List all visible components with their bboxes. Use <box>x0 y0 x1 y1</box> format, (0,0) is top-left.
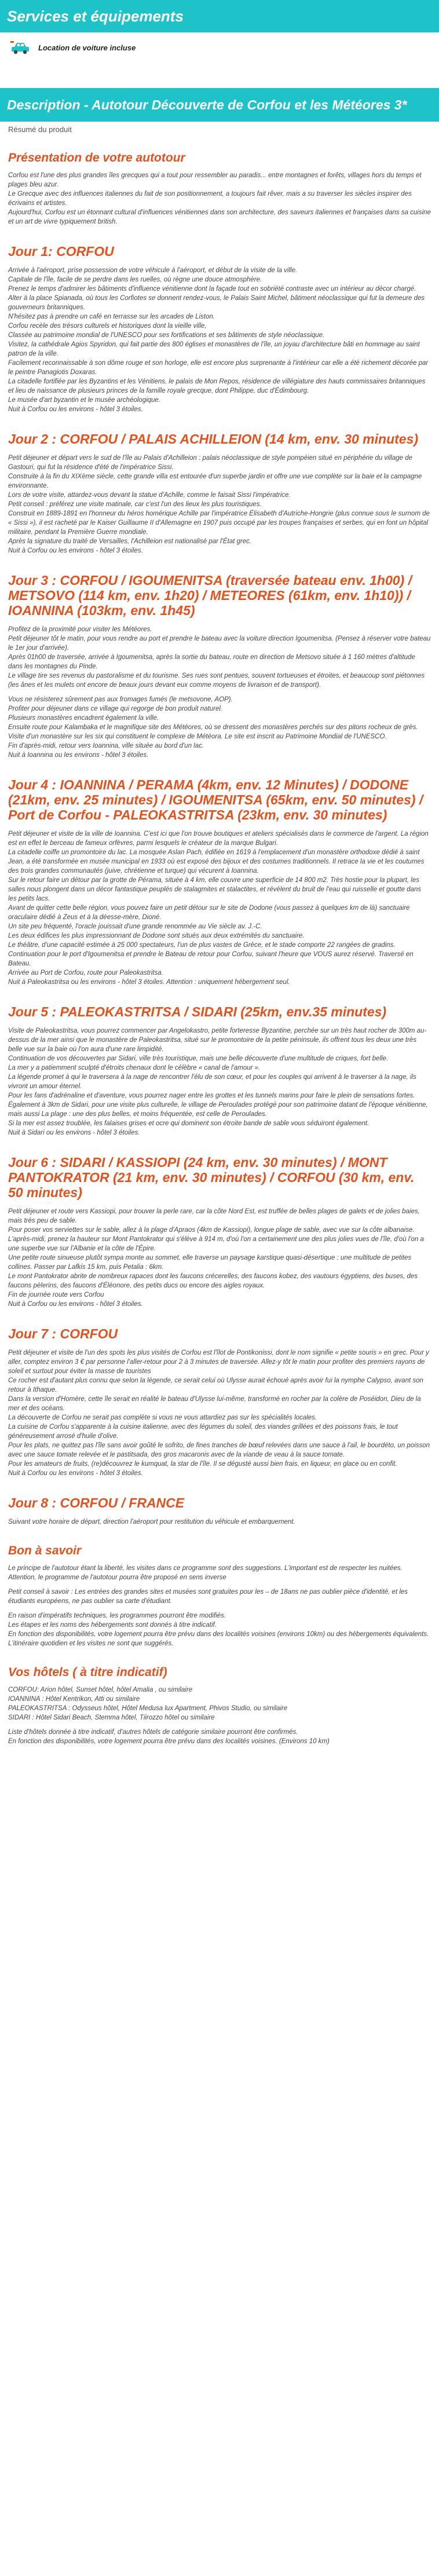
hotels-body <box>8 1685 431 1746</box>
hotels-title: Vos hôtels ( à titre indicatif) <box>8 1666 167 1679</box>
day-paragraph: Arrivée à l'aéroport, prise possession de votre véhicule à l'aéroport, et début de la visite de la ville. Capitale de l'île, facile de se perdre dans les ruelles, où règne une douce atmosphère. Prenez le temps d'admirer les bâtiments d'influence vénitienne dont la façade tout en sobriété contraste avec un intérieur au décor chargé. Alter à la place Spianada, où tous les Corfiotes se donnent rendez-vous, le Palais Saint Michel, bâtiment néoclassique qui fut la demeure des gouverneurs britanniques. N'hésitez pas à prendre un café en terrasse sur les arcades de Liston. Corfou recèle des trésors culturels et historiques dont la vieille ville, Classée au patrimoine mondial de l'UNESCO pour ses fortifications et ses bâtiments de style néoclassique. Visitez, la cathédrale Agios Spyridon, qui fait partie des 800 églises et monastères de l'île, un joyau d'architecture bâti en hommage au saint patron de la ville. Facilement reconnaissable à son dôme rouge et son horloge, elle est encore plus surprenante à l'intérieur car elle a été richement décorée par le peintre Panagiotis Doxaras. La citadelle fortifiée par les Byzantins et les Vénitiens, le palais de Mon Repos, résidence de villégiature des hauts commissaires britanniques et lieu de naissance de plusieurs princes de la famille royale grecque, dont Philippe, duc d'Édimbourg. Le musée d'art byzantin et le musée archéologique. Nuit à Corfou ou les environs - hôtel 3 étoiles. <box>8 267 429 413</box>
day-title: Jour 5 : PALEOKASTRITSA / SIDARI (25km, env.35 minutes) <box>8 1004 387 1019</box>
day-title: Jour 2 : CORFOU / PALAIS ACHILLEION (14 km, env. 30 minutes) <box>8 431 419 447</box>
day-section <box>8 1495 431 1527</box>
car-icon <box>10 40 30 55</box>
day-section <box>8 1155 431 1309</box>
day-paragraph: Suivant votre horaire de départ, direction l'aéroport pour restitution du véhicule et embarquement. <box>8 1518 295 1525</box>
bon-a-savoir-paragraph: En raison d'impératifs techniques, les programmes pourront être modifiés. Les étapes et les noms des hébergements sont donnés à titre indicatif. En fonction des disponibilités, votre logement pourra être prévu dans des localités voisines (environs 10km) ou des hébergements équivalents. L'itinéraire quotidien et les visites ne sont que suggérés. <box>8 1612 429 1647</box>
day-title: Jour 4 : IOANNINA / PERAMA (4km, env. 12 Minutes) / DODONE (21km, env. 25 minutes) / IGOUMENITSA (65km, env. 50 minutes) / Port de Corfou - PALEOKASTRITSA (23km, env. 30 minutes) <box>8 777 423 822</box>
intro-title: Présentation de votre autotour <box>8 151 185 164</box>
intro-paragraph: Corfou est l'une des plus grandes îles grecques qui a tout pour ressembler au paradis... entre montagnes et forêts, villages hors du temps et plages bleu azur. Le Grecque avec des influences italiennes du fait de son positionnement, a toujours fait rêver, mais a su traverser les siècles inspirer des écrivains et artistes. Aujourd'hui, Corfou est un étonnant cultural d'influences vénitiennes dans son architecture, des saveurs italiennes et françaises dans sa cuisine et un art de vivre typiquement british. <box>8 172 431 225</box>
day-section <box>8 1004 431 1137</box>
bon-a-savoir-title: Bon à savoir <box>8 1544 82 1557</box>
day-section <box>8 244 431 414</box>
day-section <box>8 777 431 987</box>
feature-row <box>0 32 439 63</box>
day-title: Jour 1: CORFOU <box>8 244 114 259</box>
day-paragraph: Petit déjeuner et départ vers le sud de l'île au Palais d'Achilleion : palais néoclassique de style pompéien situé en périphérie du village de Gastouri, qui fut la résidence d'été de l'impératrice Sissi. Construite à la fin du XIXème siècle, cette grande villa est entourée d'un superbe jardin et offre une vue complète sur la baie et la campagne environnante. Lors de votre visite, attardez-vous devant la statue d'Achille, comme le faisait Sissi l'impératrice. Petit conseil : préférez une visite matinale, car c'est l'un des lieux les plus touristiques. Construit en 1889-1891 en l'honneur du héros homérique Achille par l'impératrice Élisabeth d'Autriche-Hongrie (plus connue sous le surnom de « Sissi »), il est racheté par le Kaiser Guillaume II d'Allemagne en 1907 puis occupé par les troupes françaises et serbes, qui en font un hôpital militaire, pendant la Première Guerre mondiale. Après la signature du traité de Versailles, l'Achilleion est nationalisé par l'État grec. Nuit à Corfou ou les environs - hôtel 3 étoiles. <box>8 455 430 554</box>
day-title: Jour 7 : CORFOU <box>8 1326 118 1341</box>
services-header: Services et équipements <box>0 0 439 32</box>
description-content <box>0 125 439 1746</box>
intro-body <box>8 171 431 226</box>
day-paragraph: Petit déjeuner et visite de la ville de Ioannina. C'est ici que l'on trouve boutiques et ateliers spécialisés dans le commerce de l'argent. La région est en effet le berceau de fameux orfèvres, parmi lesquels le créateur de la marque Bulgari. La citadelle coiffe un promontoire du lac. La mosquée Aslan Pach, édifiée en 1619 à l'emplacement d'un monastère orthodoxe dédié à saint Jean, a été transformée en musée municipal en 1933 où est exposé des bijoux et des costumes traditionnels. Il retrace la vie et les coutumes des trois grandes communautés (juive, chrétienne et turque) qui vécurent à Ioannina. Sur le retour faire un détour par la grotte de Pérama, située à 4 km, elle couvre une superficie de 14 800 m2. Très hostie pour la plupart, les salles nous plongent dans un décor fantastique peuplés de stalagmites et stalactites, et révèlent du bruit de l'eau qui ruisselle et goutte dans les petits lacs. Avant de quitter cette belle région, vous pouvez faire un petit détour sur le site de Dodone (vous passez à quelques km de là) sanctuaire oraculaire dédié à Zeus et à la déesse-mère, Dioné. Un site peu fréquenté, l'oracle jouissait d'une grande renommée au Vie siècle av. J.-C. Les deux édifices les plus impressionnant de Dodone sont situés aux deux extrémités du sanctuaire. Le théâtre, d'une capacité estimée à 25 000 spectateurs, l'un de plus vastes de Grèce, et le stade comporte 22 rangées de gradins. Continuation pour le port d'Igoumenitsa et prendre le Bateau de retour pour Corfou, suivant l'heure que VOUS aurez réservé. Traversé en Bateau. Arrivée au Port de Corfou, route pour Paleokastritsa. Nuit à Paleokastritsa ou les environs - hôtel 3 étoiles. Attention : uniquement hébergement seul. <box>8 830 429 986</box>
day-title: Jour 3 : CORFOU / IGOUMENITSA (traversée bateau env. 1h00) / METSOVO (114 km, env. 1h20) / METEORES (61km, env. 1h10)) / IOANNINA (103km, env. 1h45) <box>8 573 412 618</box>
day-paragraph: Vous ne résisterez sûrement pas aux fromages fumés (le metsovone, AOP). Profiter pour déjeuner dans ce village qui regorge de bon produit naturel. Plusieurs monastères encadrent également la ville. Ensuite route pour Kalambaka et le magnifique site des Météores, où se dressent des monastères perchés sur des pitons rocheux de grès. Visite d'un monastère sur les six qui constituent le complexe de Météora. Le site est inscrit au Patrimoine Mondial de l'UNESCO. Fin d'après-midi, retour vers Ioannina, ville située au bord d'un lac. Nuit à Ioannina ou les environs - hôtel 3 étoiles. <box>8 696 418 759</box>
itinerary-days <box>8 244 431 1527</box>
feature-label: Location de voiture incluse <box>38 43 136 52</box>
day-paragraph: Visite de Paleokastritsa, vous pourrez commencer par Angelokastro, petite forteresse Byzantine, perchée sur un très haut rocher de 300m au-dessus de la mer ainsi que le monastère de Paleokastritsa, situé sur le promontoire de la petite péninsule, ils offrent tous les deux une très belle vue sur la baie où l'on aura d'une rare limpidité. Continuation de vos découvertes par Sidari, ville très touristique, mais une belle découverte d'une multitude de criques, fort belle. La mer y a patiemment sculpté d'étroits chenaux dont le célèbre « canal de l'amour ». La légende promet à qui le traversera à la nage de rencontrer l'élu de son cœur, et pour les couples qui arrivent à le traverser à la nage, ils vivront un amour éternel. Pour les fans d'adrénaline et d'aventure, vous pourrez nager entre les grottes et les tunnels marins pour faire le plein de sensations fortes. Également à 3km de Sidari, pour une visite plus culturelle, le village de Peroulades protégé pour son patrimoine datant de l'époque vénitienne, mais aussi La plage : une des plus belles, et moins fréquentée, est celle de Peroulades. Si la mer est assez troublée, les falaises grises et ocre qui dominent son étroite bande de sable vous séduiront également. Nuit à Sidari ou les environs - hôtel 3 étoiles. <box>8 1027 428 1136</box>
day-paragraph: Profitez de la proximité pour visiter les Météores. Petit déjeuner tôt le matin, pour vous rendre au port et prendre le bateau avec la voiture direction Igoumenitsa. (Pensez à réserver votre bateau le 1er jour d'arrivée). Après 01h00 de traversée, arrivée à Igoumenitsa, après la sortie du bateau, route en direction de Metsovo située à 1 160 mètres d'altitude dans les montagnes du Pinde. Le village tire ses revenus du pastoralisme et du tourisme. Ses rues sont pentues, souvent tortueuses et étroites, et beaucoup sont piétonnes (les ânes et les mulets ont encore de beaux jours devant eux comme moyens de livraison et de transport). <box>8 626 431 689</box>
day-title: Jour 8 : CORFOU / FRANCE <box>8 1495 185 1510</box>
hotels-paragraph: CORFOU: Arion hôtel, Sunset hôtel, hôtel Amalia , ou similaire IOANNINA : Hôtel Kentrikon, Atti ou similaire PALEOKASTRITSA : Odysseus hôtel, Hôtel Medusa lux Apartment, Phivos Studio, ou similaire SIDARI : Hôtel Sidari Beach, Stemma hôtel, Tiirozzo hôtel ou similaire <box>8 1686 288 1721</box>
description-header: Description - Autotour Découverte de Corfou et les Météores 3* <box>0 88 439 122</box>
day-title: Jour 6 : SIDARI / KASSIOPI (24 km, env. 30 minutes) / MONT PANTOKRATOR (21 km, env. 30 minutes) / CORFOU (30 km, env. 50 minutes) <box>8 1155 415 1200</box>
bon-a-savoir-paragraph: Le principe de l'autotour étant la liberté, les visites dans ce programme sont des suggestions. L'important est de respecter les nuitées. Attention, le programme de l'autotour pourra être proposé en sens inverse <box>8 1565 403 1581</box>
day-paragraph: Petit déjeuner et route vers Kassiopi, pour trouver la perle rare, car la côte Nord Est, est truffée de belles plages de galets et de jolies baies, mais très peu de sable. Pour poser vos serviettes sur le sable, allez à la plage d'Apraos (4km de Kassiopi), longue plage de sable, avec vue sur la côte albanaise. L'après-midi, prenez la hauteur sur Mont Pantokrator qui s'élève à 914 m, d'où l'on a certainement une des plus jolies vues de l'île, d'où l'on a une superbe vue sur l'Albanie et la côte de l'Épire. Une petite route sinueuse plutôt sympa monte au sommet, elle traverse un paysage karstique quasi-désertique : une multitude de petites collines. Passer par Lafkis 15 km, puis Petalia : 6km. Le mont Pantokrator abrite de nombreux rapaces dont les faucons crécerelles, des faucons kobez, des vautours égyptiens, des buses, des faucons pèlerins, des faucons d'Éléonore, des petits ducs ou encore des aigles royaux. Fin de journée route vers Corfou Nuit à Corfou ou les environs - hôtel 3 étoiles. <box>8 1208 424 1308</box>
hotels-paragraph: Liste d'hôtels donnée à titre indicatif, d'autres hôtels de catégorie similaire pourront être confirmés. En fonction des disponibilités, votre logement pourra être prévu dans des localités voisines. (Environs 10 km) <box>8 1729 330 1745</box>
day-section <box>8 573 431 760</box>
summary-title: Résumé du produit <box>8 125 72 134</box>
day-section <box>8 431 431 555</box>
day-section <box>8 1326 431 1478</box>
bon-a-savoir-body <box>8 1564 431 1648</box>
bon-a-savoir-paragraph: Petit conseil à savoir : Les entrées des grandes sites et musées sont gratuites pour les – de 18ans ne pas oublier pièce d'identité, et les étudiants européens, ne pas oublier sa carte d'étudiant. <box>8 1589 408 1605</box>
day-paragraph: Petit déjeuner et visite de l'un des spots les plus visités de Corfou est l'îlot de Pontikonissi, dont le nom signifie « petite souris » en grec. Pour y aller, comptez environ 3 € par personne l'aller-retour pour 2 à 3 minutes de traversée. Allez-y tôt le matin pour profiter des premiers rayons de soleil et surtout pour éviter la masse de touristes Ce rocher est d'autant plus connu que selon la légende, ce serait celui où Ulysse aurait échoué après avoir fui la nymphe Calypso, avant son retour à Ithaque. Dans la version d'Homère, cette île serait en réalité le bateau d'Ulysse lui-même, transformé en rocher par la colère de Poséidon, Dieu de la mer et des océans. La découverte de Corfou ne serait pas complète si vous ne vous attardiez pas sur les spécialités locales. La cuisine de Corfou s'apparente à la cuisine italienne, avec des légumes du soleil, des viandes grillées et des poissons frais, le tout généreusement arrosé d'huile d'olive. Pour les plats, ne quittez pas l'île sans avoir goûté le sofrito, de fines tranches de bœuf relevées dans une sauce à l'ail, le bourdéto, un poisson avec une sauce tomate relevée et le pastitsada, des gros macaronis avec de la viande de veau à la sauce tomate. Pour les amateurs de fruits, (re)découvrez le kumquat, la star de l'île. Il se dégusté aussi bien frais, en liqueur, en glace ou en confit. Nuit à Corfou ou les environs - hôtel 3 étoiles. <box>8 1349 430 1477</box>
